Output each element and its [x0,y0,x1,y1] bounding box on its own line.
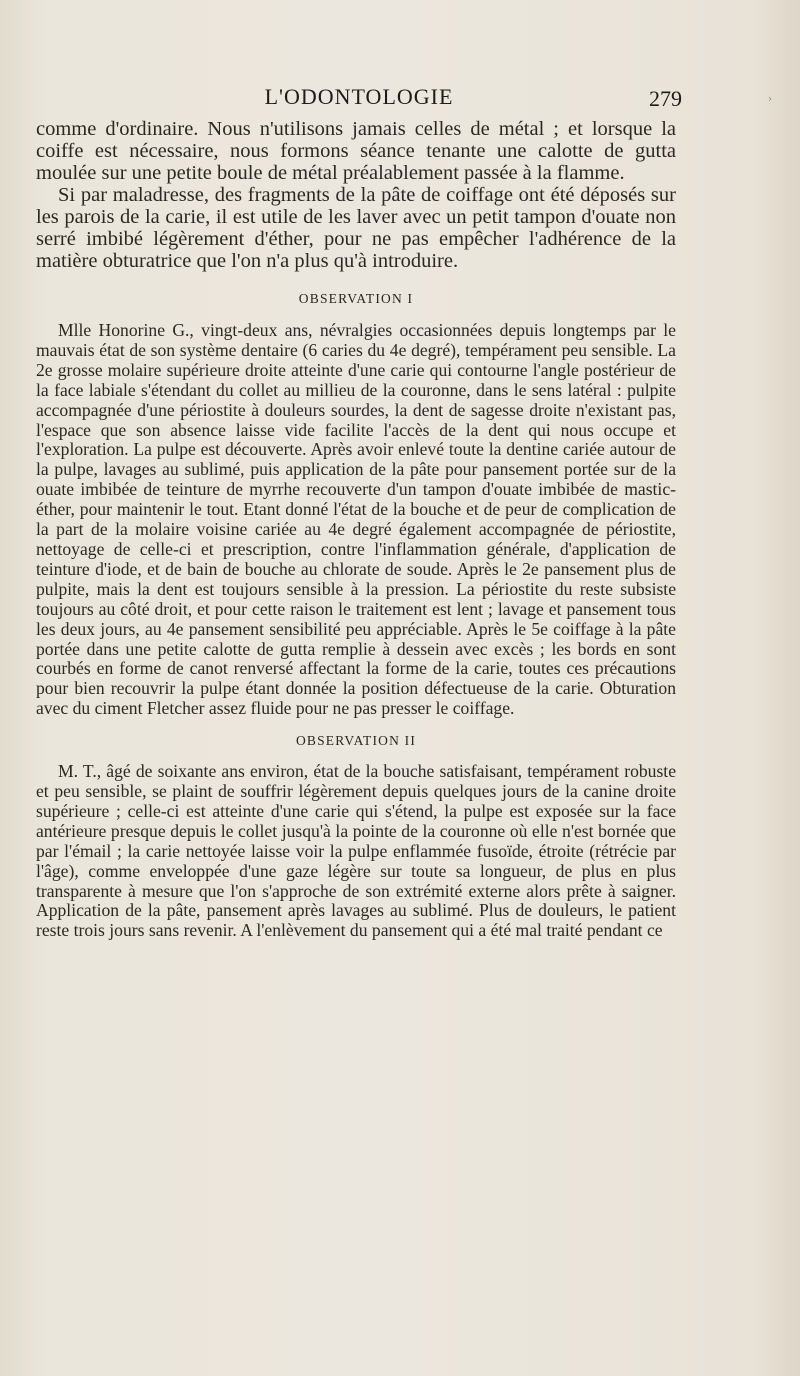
margin-mark: › [768,94,772,105]
intro-paragraph-2: Si par maladresse, des fragments de la pâte de coiffage ont été déposés sur les parois de la carie, il est utile de les laver avec un petit tampon d'ouate non serré imbibé légèrement d'éther, pour ne pas empêcher l'adhérence de la matière obturatrice que l'on n'a plus qu'à introduire. [36,184,676,272]
observation-2-text: M. T., âgé de soixante ans environ, état de la bouche satisfaisant, tempérament robuste et peu sensible, se plaint de souffrir légèrement depuis quelques jours de la canine droite supérieure ; celle-ci est atteinte d'une carie qui s'étend, la pulpe est exposée sur la face antérieure presque depuis le collet jusqu'à la pointe de la couronne où elle n'est bornée que par l'émail ; la carie nettoyée laisse voir la pulpe enflammée fusoïde, étroite (rétrécie par l'âge), comme enveloppée d'une gaze légère sur toute sa longueur, de plus en plus transparente à mesure que l'on s'approche de son extrémité externe alors prête à saigner. Application de la pâte, pansement après lavages au sublimé. Plus de douleurs, le patient reste trois jours sans revenir. A l'enlèvement du pansement qui a été mal traité pendant ce [36,761,676,941]
running-head: L'ODONTOLOGIE [264,84,454,109]
page-number: 279 [649,86,682,111]
body-text [36,118,676,941]
page-header [36,84,682,112]
observation-1-heading: OBSERVATION I [298,291,414,306]
observation-1-text: Mlle Honorine G., vingt-deux ans, névralgies occasionnées depuis longtemps par le mauvais état de son système dentaire (6 caries du 4e degré), tempérament peu sensible. La 2e grosse molaire supérieure droite atteinte d'une carie qui contourne l'angle postérieur de la face labiale s'étendant du collet au millieu de la couronne, dans le sens latéral : pulpite accompagnée d'une périostite à douleurs sourdes, la dent de sagesse droite n'existant pas, l'espace que son absence laisse vide facilite l'accès de la dent qui nous occupe et l'exploration. La pulpe est découverte. Après avoir enlevé toute la dentine cariée autour de la pulpe, lavages au sublimé, puis application de la pâte pour pansement portée sur de la ouate imbibée de teinture de myrrhe recouverte d'un tampon d'ouate imbibée de mastic-éther, pour maintenir le tout. Etant donné l'état de la bouche et de peur de complication de la part de la molaire voisine cariée au 4e degré également accompagnée de périostite, nettoyage de celle-ci et prescription, contre l'inflammation générale, d'application de teinture d'iode, et de bain de bouche au chlorate de soude. Après le 2e pansement plus de pulpite, mais la dent est toujours sensible à la pression. La périostite du reste subsiste toujours au côté droit, et pour cette raison le traitement est lent ; lavage et pansement tous les deux jours, au 4e pansement sensibilité peu appréciable. Après le 5e coiffage à la pâte portée dans une petite calotte de gutta remplie à dessein avec excès ; les bords en sont courbés en forme de canot renversé affectant la forme de la carie, toutes ces précautions pour bien recouvrir la pulpe étant donnée la position défectueuse de la carie. Obturation avec du ciment Fletcher assez fluide pour ne pas presser le coiffage. [36,320,676,719]
observation-2-heading: OBSERVATION II [295,733,417,749]
intro-paragraph-1: comme d'ordinaire. Nous n'utilisons jamais celles de métal ; et lorsque la coiffe est nécessaire, nous formons séance tenante une calotte de gutta moulée sur une petite boule de métal préalablement passée à la flamme. [36,118,676,184]
